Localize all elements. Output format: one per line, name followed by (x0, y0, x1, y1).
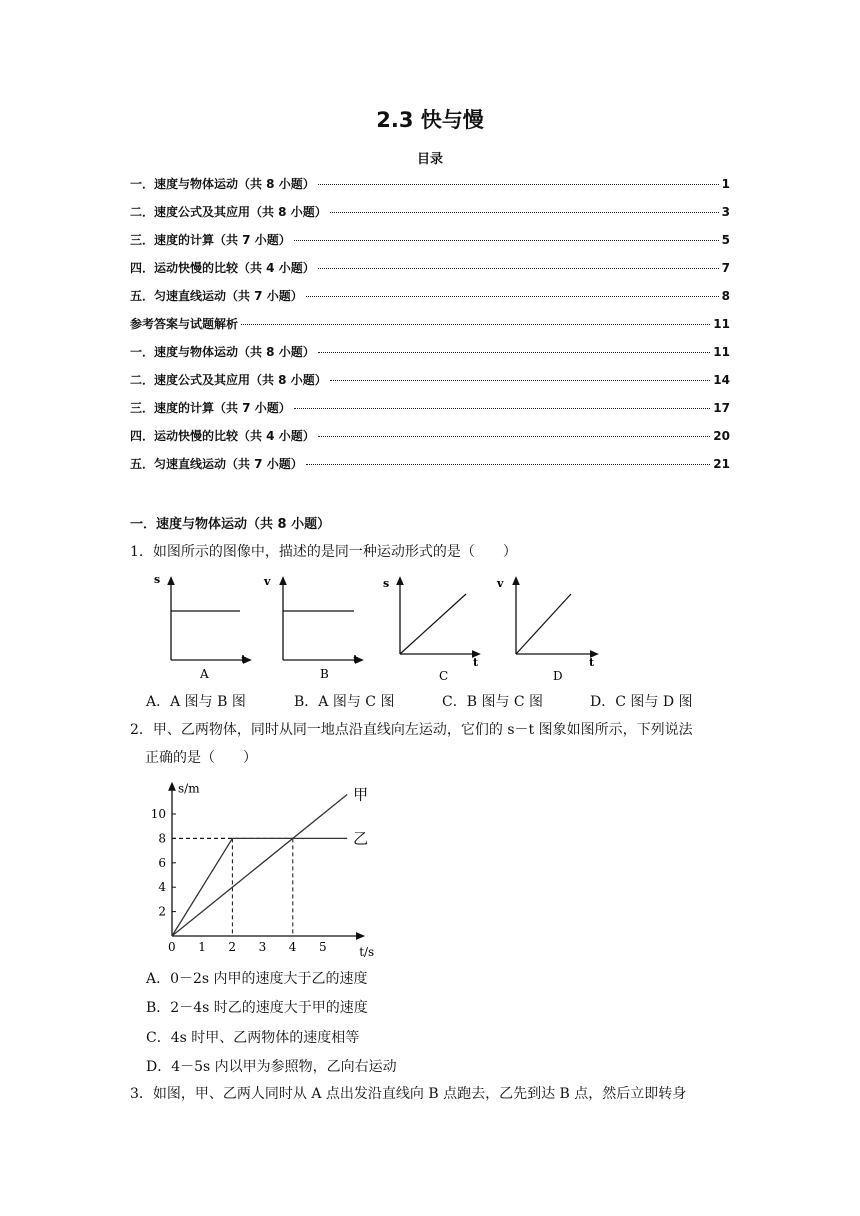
toc-title: 目录 (416, 152, 443, 167)
toc-leader (294, 240, 719, 241)
toc-leader (330, 212, 719, 213)
toc-label: 三．速度的计算（共 7 小题） (130, 401, 291, 415)
toc-page: 1 (721, 177, 730, 191)
graph-d (496, 577, 595, 682)
question-2-stem-line1: 2．甲、乙两物体，同时从同一地点沿直线向左运动，它们的 s－t 图象如图所示，下列说法 (130, 722, 693, 738)
y-tick-label: 8 (158, 831, 166, 846)
question-2-stem-line2: 正确的是（ ） (145, 750, 257, 766)
toc-entry[interactable] (130, 315, 730, 343)
toc-label: 二．速度公式及其应用（共 8 小题） (130, 373, 327, 387)
toc-label: 二．速度公式及其应用（共 8 小题） (130, 205, 327, 219)
toc-leader (306, 296, 719, 297)
series-line-2 (172, 838, 347, 936)
toc-leader (318, 184, 719, 185)
graph-c-yaxis: s (383, 577, 390, 590)
x-tick-label: 4 (288, 940, 297, 954)
option-b[interactable]: B．A 图与 C 图 (294, 694, 395, 710)
toc-label: 四．运动快慢的比较（共 4 小题） (130, 261, 315, 275)
graph-a (154, 573, 248, 681)
question-1-stem: 1．如图所示的图像中，描述的是同一种运动形式的是（ ） (130, 544, 517, 560)
toc-page: 7 (721, 261, 730, 275)
question-2-option-b[interactable]: B．2－4s 时乙的速度大于甲的速度 (146, 1000, 368, 1016)
toc-label: 五．匀速直线运动（共 7 小题） (130, 457, 303, 471)
toc-label: 参考答案与试题解析 (130, 317, 239, 331)
toc-page: 17 (713, 401, 730, 415)
question-1-graphs (140, 572, 660, 682)
graph-d-xaxis: t (589, 656, 595, 669)
option-c[interactable]: C．B 图与 C 图 (442, 694, 544, 710)
toc-label: 五．匀速直线运动（共 7 小题） (130, 289, 303, 303)
toc-page: 3 (721, 205, 730, 219)
question-1-options (146, 691, 738, 711)
document-title: 2.3 快与慢 (376, 108, 484, 132)
toc-page: 21 (713, 457, 730, 471)
graph-c-line (400, 594, 466, 654)
x-axis-label: t/s (359, 945, 375, 959)
toc-leader (318, 436, 711, 437)
y-tick-label: 6 (158, 855, 166, 870)
x-tick-label: 2 (228, 940, 237, 954)
toc-entry[interactable] (130, 343, 730, 371)
toc-page: 5 (721, 233, 730, 247)
question-3-stem: 3．如图，甲、乙两人同时从 A 点出发沿直线向 B 点跑去，乙先到达 B 点，然后立即转身 (130, 1086, 687, 1102)
graph-b-yaxis: v (264, 575, 271, 588)
y-tick-label: 10 (150, 807, 166, 821)
series-label-1: 甲 (353, 785, 369, 804)
graph-a-yaxis: s (154, 573, 161, 586)
x-tick-label: 1 (198, 940, 206, 954)
toc-entry[interactable] (130, 231, 730, 259)
toc-entry[interactable] (130, 203, 730, 231)
section-heading: 一．速度与物体运动（共 8 小题） (130, 517, 331, 532)
table-of-contents (130, 175, 730, 483)
toc-label: 四．运动快慢的比较（共 4 小题） (130, 429, 315, 443)
graph-b-letter: B (320, 667, 329, 681)
option-a[interactable]: A．A 图与 B 图 (146, 694, 246, 710)
toc-leader (241, 324, 710, 325)
x-tick-label: 0 (168, 940, 176, 954)
toc-entry[interactable] (130, 455, 730, 483)
x-tick-label: 5 (319, 940, 327, 954)
toc-entry[interactable] (130, 399, 730, 427)
graph-c-letter: C (439, 669, 449, 682)
toc-entry[interactable] (130, 371, 730, 399)
y-axis-label: s/m (178, 781, 200, 796)
toc-label: 三．速度的计算（共 7 小题） (130, 233, 291, 247)
toc-label: 一．速度与物体运动（共 8 小题） (130, 177, 315, 191)
series-line-1 (172, 794, 347, 936)
graph-b (263, 575, 360, 681)
question-2-option-c[interactable]: C．4s 时甲、乙两物体的速度相等 (146, 1030, 360, 1046)
graph-d-letter: D (553, 669, 563, 682)
question-2-option-a[interactable]: A．0－2s 内甲的速度大于乙的速度 (146, 971, 368, 987)
graph-c-xaxis: t (473, 656, 479, 669)
graph-b-xaxis: t (353, 653, 359, 666)
option-d[interactable]: D．C 图与 D 图 (590, 694, 693, 710)
toc-leader (306, 464, 711, 465)
toc-entry[interactable] (130, 287, 730, 315)
x-tick-label: 3 (258, 940, 267, 954)
toc-leader (318, 268, 719, 269)
toc-entry[interactable] (130, 427, 730, 455)
toc-leader (318, 352, 711, 353)
graph-d-line (516, 594, 571, 654)
toc-leader (294, 408, 711, 409)
graph-c (383, 577, 479, 682)
toc-page: 8 (721, 289, 730, 303)
toc-page: 20 (713, 429, 730, 443)
toc-page: 11 (713, 317, 730, 331)
toc-page: 14 (713, 373, 730, 387)
y-tick-label: 2 (158, 904, 166, 919)
toc-entry[interactable] (130, 259, 730, 287)
toc-label: 一．速度与物体运动（共 8 小题） (130, 345, 315, 359)
y-tick-label: 4 (158, 880, 166, 895)
toc-page: 11 (713, 345, 730, 359)
question-2-option-d[interactable]: D．4－5s 内以甲为参照物，乙向右运动 (146, 1059, 397, 1075)
toc-entry[interactable] (130, 175, 730, 203)
graph-a-xaxis: t (241, 653, 247, 666)
question-2-st-chart (140, 780, 400, 960)
graph-d-yaxis: v (497, 577, 504, 590)
graph-a-letter: A (200, 667, 209, 681)
question-2-stem (130, 716, 730, 772)
series-label-2: 乙 (353, 829, 369, 848)
toc-leader (330, 380, 711, 381)
